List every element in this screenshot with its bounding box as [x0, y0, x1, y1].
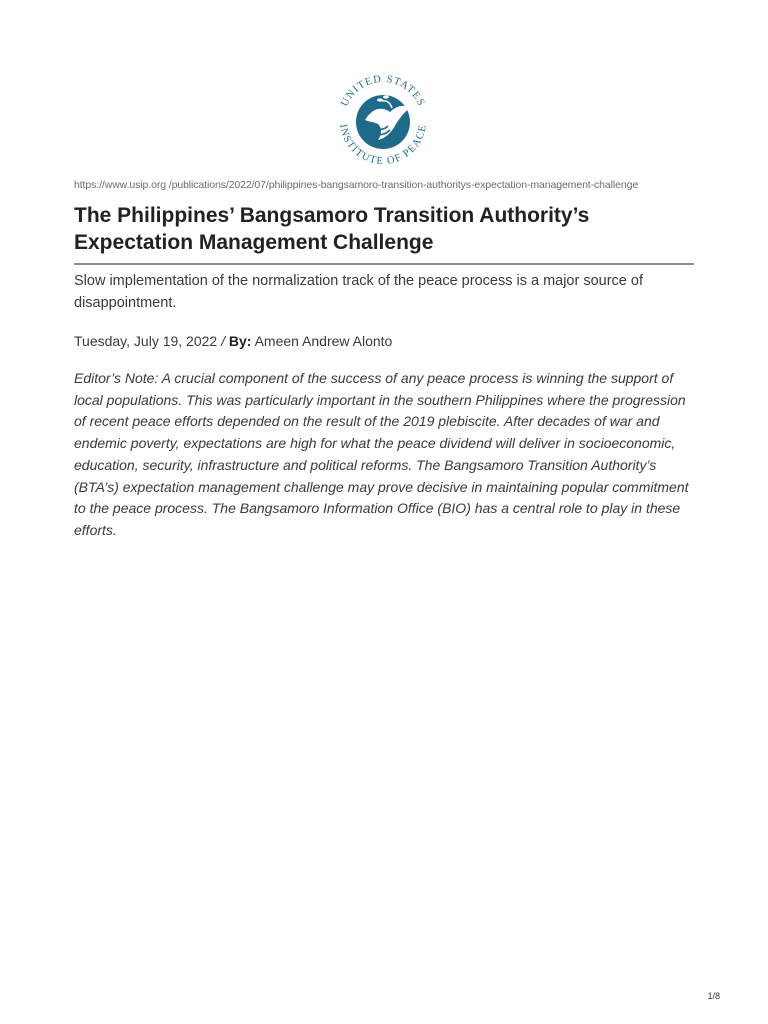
- by-label: By:: [228, 333, 252, 349]
- title-divider: [74, 263, 694, 265]
- article-title: The Philippines’ Bangsamoro Transition Authority’s Expectation Management Challenge: [74, 204, 590, 254]
- svg-text:UNITED STATES: UNITED STATES: [339, 73, 427, 109]
- author-name[interactable]: Ameen Andrew Alonto: [254, 333, 393, 349]
- svg-text:INSTITUTE OF PEACE: INSTITUTE OF PEACE: [337, 123, 429, 168]
- publish-date: Tuesday, July 19, 2022: [74, 333, 218, 349]
- usip-logo: [330, 68, 436, 174]
- dove-seal-icon: [330, 68, 436, 174]
- editor-note: Editor’s Note: A crucial component of the success of any peace process is winning the support of local populations. This was particularly important in the southern Philippines where the progression of recent peace efforts depended on the result of the 2019 plebiscite. After decades of war and endemic poverty, expectations are high for what the peace dividend will deliver in socioeconomic, education, security, infrastructure and political reforms. The Bangsamoro Transition Authority’s (BTA’s) expectation management challenge may prove decisive in maintaining popular commitment to the peace process. The Bangsamoro Information Office (BIO) has a central role to play in these efforts.: [74, 370, 689, 538]
- page-number: 1/8: [707, 991, 720, 1001]
- byline: [74, 331, 694, 351]
- source-url[interactable]: https://www.usip.org /publications/2022/07/philippines-bangsamoro-transition-authoritys-expectation-management-challenge: [74, 179, 639, 191]
- article-subtitle: Slow implementation of the normalization track of the peace process is a major source of disappointment.: [74, 273, 643, 311]
- byline-separator: /: [221, 333, 225, 349]
